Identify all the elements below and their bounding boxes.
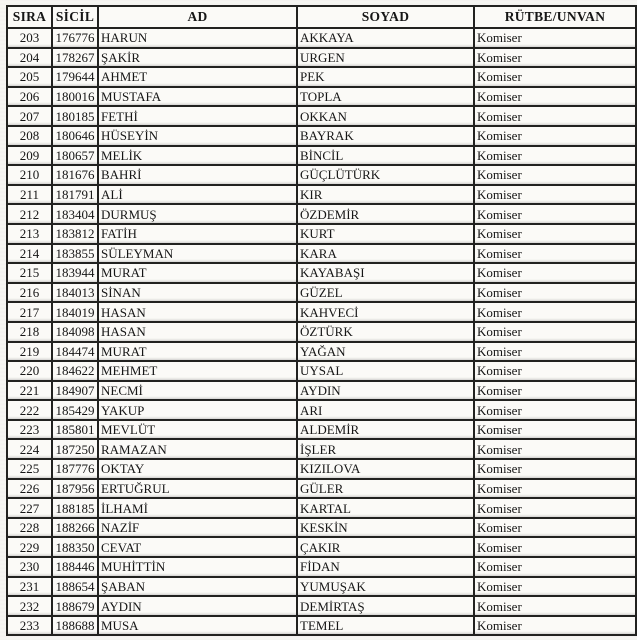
table-row (7, 498, 636, 518)
cell-sira: 228 (7, 518, 52, 538)
cell-soyad: GÜÇLÜTÜRK (297, 165, 474, 185)
cell-ad: HÜSEYİN (98, 126, 297, 146)
cell-sira: 223 (7, 420, 52, 440)
cell-sira: 206 (7, 87, 52, 107)
cell-rutbe: Komiser (474, 224, 636, 244)
cell-sira: 215 (7, 263, 52, 283)
table-row (7, 146, 636, 166)
cell-sira: 217 (7, 302, 52, 322)
cell-sira: 227 (7, 498, 52, 518)
cell-soyad: TOPLA (297, 87, 474, 107)
table-row (7, 361, 636, 381)
cell-soyad: KAYABAŞI (297, 263, 474, 283)
cell-ad: AYDIN (98, 596, 297, 616)
cell-sicil: 183404 (52, 204, 98, 224)
cell-ad: OKTAY (98, 459, 297, 479)
cell-sicil: 188446 (52, 557, 98, 577)
cell-sicil: 188688 (52, 616, 98, 636)
cell-soyad: BAYRAK (297, 126, 474, 146)
table-row (7, 302, 636, 322)
cell-soyad: KARA (297, 244, 474, 264)
cell-ad: SÜLEYMAN (98, 244, 297, 264)
cell-rutbe: Komiser (474, 459, 636, 479)
cell-soyad: TEMEL (297, 616, 474, 636)
cell-rutbe: Komiser (474, 165, 636, 185)
cell-rutbe: Komiser (474, 577, 636, 597)
table-row (7, 420, 636, 440)
cell-ad: MUHİTTİN (98, 557, 297, 577)
table-row (7, 537, 636, 557)
cell-sicil: 181676 (52, 165, 98, 185)
cell-sicil: 184907 (52, 381, 98, 401)
cell-sicil: 181791 (52, 185, 98, 205)
table-row (7, 439, 636, 459)
cell-ad: FATİH (98, 224, 297, 244)
cell-ad: MELİK (98, 146, 297, 166)
cell-soyad: UYSAL (297, 361, 474, 381)
cell-sira: 220 (7, 361, 52, 381)
cell-ad: YAKUP (98, 400, 297, 420)
cell-sicil: 180657 (52, 146, 98, 166)
cell-sira: 216 (7, 283, 52, 303)
table-row (7, 459, 636, 479)
cell-ad: AHMET (98, 67, 297, 87)
cell-sira: 231 (7, 577, 52, 597)
table-row (7, 67, 636, 87)
table-row (7, 185, 636, 205)
table-row (7, 400, 636, 420)
table-row (7, 263, 636, 283)
header-row (7, 6, 636, 28)
header-ad: AD (98, 6, 297, 28)
table-header (7, 6, 636, 28)
cell-soyad: ÇAKIR (297, 537, 474, 557)
cell-sicil: 184098 (52, 322, 98, 342)
cell-ad: ERTUĞRUL (98, 479, 297, 499)
cell-rutbe: Komiser (474, 537, 636, 557)
table-row (7, 518, 636, 538)
cell-sira: 221 (7, 381, 52, 401)
cell-rutbe: Komiser (474, 244, 636, 264)
cell-rutbe: Komiser (474, 498, 636, 518)
cell-ad: MURAT (98, 342, 297, 362)
cell-rutbe: Komiser (474, 28, 636, 48)
cell-soyad: KARTAL (297, 498, 474, 518)
cell-rutbe: Komiser (474, 596, 636, 616)
cell-rutbe: Komiser (474, 263, 636, 283)
cell-sira: 203 (7, 28, 52, 48)
cell-sicil: 180185 (52, 106, 98, 126)
cell-soyad: KURT (297, 224, 474, 244)
table-row (7, 244, 636, 264)
cell-sira: 213 (7, 224, 52, 244)
cell-ad: ALİ (98, 185, 297, 205)
cell-sira: 233 (7, 616, 52, 636)
cell-sicil: 185801 (52, 420, 98, 440)
cell-rutbe: Komiser (474, 48, 636, 68)
cell-soyad: DEMİRTAŞ (297, 596, 474, 616)
cell-rutbe: Komiser (474, 616, 636, 636)
cell-rutbe: Komiser (474, 67, 636, 87)
cell-soyad: KAHVECİ (297, 302, 474, 322)
header-soyad: SOYAD (297, 6, 474, 28)
cell-sira: 229 (7, 537, 52, 557)
cell-ad: NECMİ (98, 381, 297, 401)
cell-sira: 232 (7, 596, 52, 616)
cell-soyad: KIR (297, 185, 474, 205)
cell-rutbe: Komiser (474, 400, 636, 420)
cell-ad: HASAN (98, 302, 297, 322)
table-row (7, 596, 636, 616)
cell-soyad: İŞLER (297, 439, 474, 459)
cell-ad: SİNAN (98, 283, 297, 303)
cell-sicil: 188185 (52, 498, 98, 518)
cell-sicil: 188679 (52, 596, 98, 616)
table-body (7, 28, 636, 635)
cell-sicil: 183944 (52, 263, 98, 283)
cell-sicil: 180016 (52, 87, 98, 107)
cell-sira: 214 (7, 244, 52, 264)
cell-rutbe: Komiser (474, 302, 636, 322)
cell-rutbe: Komiser (474, 126, 636, 146)
cell-sira: 224 (7, 439, 52, 459)
cell-sira: 230 (7, 557, 52, 577)
cell-sira: 204 (7, 48, 52, 68)
cell-sira: 211 (7, 185, 52, 205)
cell-soyad: ÖZTÜRK (297, 322, 474, 342)
cell-soyad: YUMUŞAK (297, 577, 474, 597)
cell-sicil: 184013 (52, 283, 98, 303)
cell-sicil: 176776 (52, 28, 98, 48)
cell-soyad: ALDEMİR (297, 420, 474, 440)
table-row (7, 87, 636, 107)
cell-sira: 209 (7, 146, 52, 166)
cell-sicil: 187956 (52, 479, 98, 499)
table-row (7, 381, 636, 401)
cell-sira: 207 (7, 106, 52, 126)
cell-ad: MURAT (98, 263, 297, 283)
cell-ad: MEHMET (98, 361, 297, 381)
cell-ad: ŞABAN (98, 577, 297, 597)
table-row (7, 479, 636, 499)
personnel-table (6, 5, 637, 636)
cell-ad: BAHRİ (98, 165, 297, 185)
table-row (7, 224, 636, 244)
table-row (7, 577, 636, 597)
cell-sicil: 179644 (52, 67, 98, 87)
cell-sira: 205 (7, 67, 52, 87)
table-row (7, 283, 636, 303)
cell-sira: 219 (7, 342, 52, 362)
cell-soyad: FİDAN (297, 557, 474, 577)
cell-sicil: 184622 (52, 361, 98, 381)
cell-soyad: KIZILOVA (297, 459, 474, 479)
cell-soyad: ARI (297, 400, 474, 420)
cell-rutbe: Komiser (474, 106, 636, 126)
cell-rutbe: Komiser (474, 518, 636, 538)
table-row (7, 28, 636, 48)
cell-rutbe: Komiser (474, 361, 636, 381)
cell-ad: NAZİF (98, 518, 297, 538)
cell-sicil: 178267 (52, 48, 98, 68)
cell-sira: 218 (7, 322, 52, 342)
cell-sira: 210 (7, 165, 52, 185)
cell-ad: İLHAMİ (98, 498, 297, 518)
cell-soyad: AYDIN (297, 381, 474, 401)
table-row (7, 126, 636, 146)
cell-sicil: 188266 (52, 518, 98, 538)
cell-ad: DURMUŞ (98, 204, 297, 224)
cell-rutbe: Komiser (474, 204, 636, 224)
table-row (7, 165, 636, 185)
cell-soyad: YAĞAN (297, 342, 474, 362)
cell-rutbe: Komiser (474, 322, 636, 342)
header-sicil: SİCİL (52, 6, 98, 28)
cell-sicil: 187776 (52, 459, 98, 479)
cell-soyad: AKKAYA (297, 28, 474, 48)
cell-ad: CEVAT (98, 537, 297, 557)
cell-sira: 226 (7, 479, 52, 499)
cell-soyad: GÜZEL (297, 283, 474, 303)
table-row (7, 106, 636, 126)
cell-soyad: PEK (297, 67, 474, 87)
cell-rutbe: Komiser (474, 283, 636, 303)
cell-ad: ŞAKİR (98, 48, 297, 68)
cell-soyad: OKKAN (297, 106, 474, 126)
cell-sicil: 185429 (52, 400, 98, 420)
cell-rutbe: Komiser (474, 479, 636, 499)
cell-sira: 212 (7, 204, 52, 224)
cell-rutbe: Komiser (474, 439, 636, 459)
table-row (7, 48, 636, 68)
cell-soyad: ÖZDEMİR (297, 204, 474, 224)
cell-ad: RAMAZAN (98, 439, 297, 459)
cell-sira: 225 (7, 459, 52, 479)
cell-sicil: 180646 (52, 126, 98, 146)
cell-soyad: GÜLER (297, 479, 474, 499)
table-row (7, 616, 636, 636)
cell-sicil: 188350 (52, 537, 98, 557)
cell-ad: HASAN (98, 322, 297, 342)
cell-sicil: 188654 (52, 577, 98, 597)
cell-sicil: 184474 (52, 342, 98, 362)
cell-sicil: 183855 (52, 244, 98, 264)
cell-soyad: BİNCİL (297, 146, 474, 166)
header-rutbe: RÜTBE/UNVAN (474, 6, 636, 28)
cell-soyad: KESKİN (297, 518, 474, 538)
cell-sicil: 183812 (52, 224, 98, 244)
table-row (7, 204, 636, 224)
cell-rutbe: Komiser (474, 185, 636, 205)
cell-rutbe: Komiser (474, 146, 636, 166)
cell-sira: 222 (7, 400, 52, 420)
cell-rutbe: Komiser (474, 381, 636, 401)
cell-ad: MUSA (98, 616, 297, 636)
cell-rutbe: Komiser (474, 87, 636, 107)
cell-sicil: 187250 (52, 439, 98, 459)
cell-sira: 208 (7, 126, 52, 146)
header-sira: SIRA (7, 6, 52, 28)
cell-ad: MUSTAFA (98, 87, 297, 107)
table-row (7, 557, 636, 577)
cell-rutbe: Komiser (474, 557, 636, 577)
table-row (7, 322, 636, 342)
cell-ad: MEVLÜT (98, 420, 297, 440)
table-row (7, 342, 636, 362)
cell-ad: HARUN (98, 28, 297, 48)
cell-sicil: 184019 (52, 302, 98, 322)
cell-soyad: URGEN (297, 48, 474, 68)
cell-ad: FETHİ (98, 106, 297, 126)
cell-rutbe: Komiser (474, 420, 636, 440)
cell-rutbe: Komiser (474, 342, 636, 362)
